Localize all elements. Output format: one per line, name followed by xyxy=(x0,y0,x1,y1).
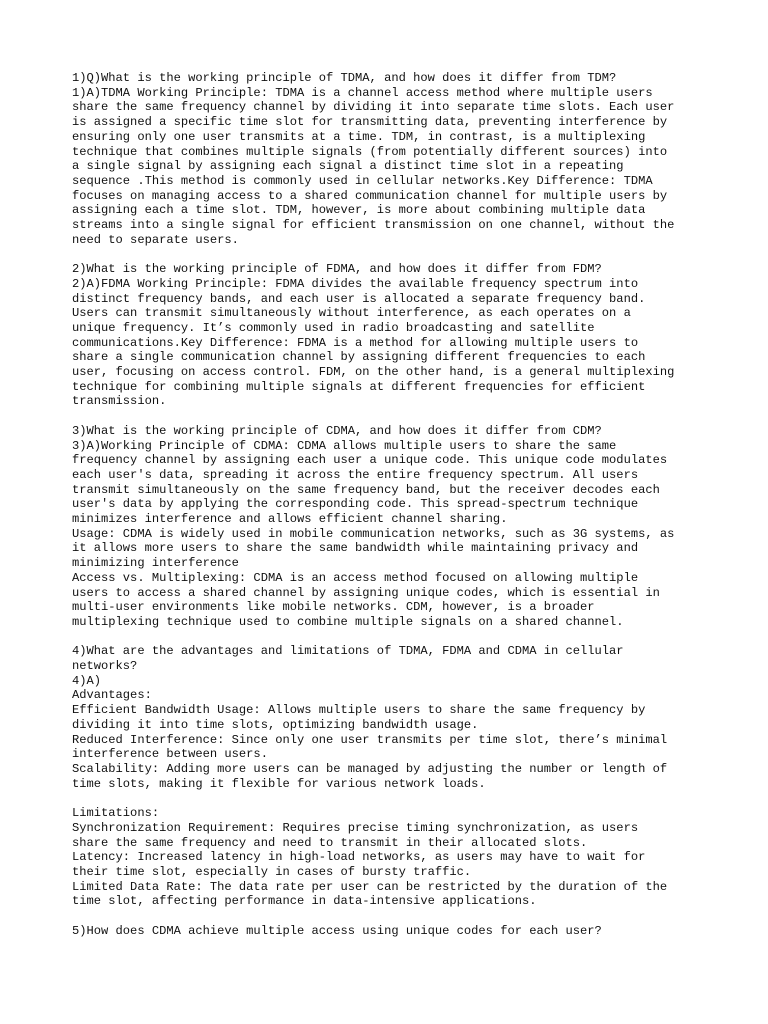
text-line: Users can transmit simultaneously without interference, as each operates on a xyxy=(72,306,631,321)
text-line: is assigned a specific time slot for transmitting data, preventing interference by xyxy=(72,115,668,130)
text-line: 3)A)Working Principle of CDMA: CDMA allows multiple users to share the same xyxy=(72,438,617,453)
text-line: sequence .This method is commonly used in cellular networks.Key Difference: TDMA xyxy=(72,173,653,188)
text-line: a single signal by assigning each signal a distinct time slot in a repeating xyxy=(72,159,624,174)
document-page xyxy=(72,71,722,938)
paragraph xyxy=(72,424,722,630)
text-line: frequency channel by assigning each user a unique code. This unique code modulates xyxy=(72,453,668,468)
text-line: Synchronization Requirement: Requires precise timing synchronization, as users xyxy=(72,820,639,835)
text-line: Advantages: xyxy=(72,688,152,703)
text-line: user's data by applying the corresponding code. This spread-spectrum technique xyxy=(72,497,639,512)
text-line: user, focusing on access control. FDM, on the other hand, is a general multiplexing xyxy=(72,365,675,380)
text-line: communications.Key Difference: FDMA is a method for allowing multiple users to xyxy=(72,335,639,350)
paragraph-gap xyxy=(72,630,722,645)
text-line: share the same frequency channel by dividing it into separate time slots. Each user xyxy=(72,100,675,115)
text-line: users to access a shared channel by assigning unique codes, which is essential in xyxy=(72,585,660,600)
paragraph-gap xyxy=(72,247,722,262)
text-line: need to separate users. xyxy=(72,232,239,247)
text-line: Latency: Increased latency in high-load networks, as users may have to wait for xyxy=(72,850,646,865)
text-line: distinct frequency bands, and each user is allocated a separate frequency band. xyxy=(72,291,646,306)
text-line: 2)A)FDMA Working Principle: FDMA divides the available frequency spectrum into xyxy=(72,276,639,291)
text-line: Usage: CDMA is widely used in mobile communication networks, such as 3G systems, as xyxy=(72,526,675,541)
text-line: Efficient Bandwidth Usage: Allows multiple users to share the same frequency by xyxy=(72,703,646,718)
text-line: 1)A)TDMA Working Principle: TDMA is a channel access method where multiple users xyxy=(72,85,653,100)
paragraph xyxy=(72,806,722,909)
text-line: Reduced Interference: Since only one user transmits per time slot, there’s minimal xyxy=(72,732,668,747)
paragraph-gap xyxy=(72,791,722,806)
text-line: focuses on managing access to a shared communication channel for multiple users by xyxy=(72,188,668,203)
text-line: transmit simultaneously on the same frequency band, but the receiver decodes each xyxy=(72,482,660,497)
text-line: 5)How does CDMA achieve multiple access using unique codes for each user? xyxy=(72,923,602,938)
text-line: unique frequency. It’s commonly used in radio broadcasting and satellite xyxy=(72,320,595,335)
text-line: minimizing interference xyxy=(72,556,239,571)
text-line: technique that combines multiple signals (from potentially different sources) into xyxy=(72,144,668,159)
text-line: minimizes interference and allows efficient channel sharing. xyxy=(72,512,508,527)
text-line: networks? xyxy=(72,659,138,674)
text-line: multiplexing technique used to combine multiple signals on a shared channel. xyxy=(72,614,624,629)
text-line: 2)What is the working principle of FDMA, and how does it differ from FDM? xyxy=(72,262,602,277)
text-line: 4)A) xyxy=(72,673,102,688)
paragraph xyxy=(72,71,722,247)
text-line: transmission. xyxy=(72,394,167,409)
paragraph xyxy=(72,262,722,409)
text-line: share a single communication channel by assigning different frequencies to each xyxy=(72,350,646,365)
text-line: each user's data, spreading it across the entire frequency spectrum. All users xyxy=(72,467,639,482)
text-line: it allows more users to share the same bandwidth while maintaining privacy and xyxy=(72,541,639,556)
paragraph-gap xyxy=(72,909,722,924)
paragraph-gap xyxy=(72,409,722,424)
text-line: streams into a single signal for efficient transmission on one channel, without the xyxy=(72,218,675,233)
text-line: multi-user environments like mobile networks. CDM, however, is a broader xyxy=(72,600,595,615)
paragraph xyxy=(72,924,722,939)
text-line: dividing it into time slots, optimizing bandwidth usage. xyxy=(72,717,479,732)
text-line: time slots, making it flexible for various network loads. xyxy=(72,776,486,791)
text-line: interference between users. xyxy=(72,747,268,762)
text-line: share the same frequency and need to transmit in their allocated slots. xyxy=(72,835,588,850)
text-line: assigning each a time slot. TDM, however, is more about combining multiple data xyxy=(72,203,646,218)
text-line: Access vs. Multiplexing: CDMA is an access method focused on allowing multiple xyxy=(72,570,639,585)
text-line: 1)Q)What is the working principle of TDMA, and how does it differ from TDM? xyxy=(72,71,617,85)
paragraph xyxy=(72,644,722,791)
text-line: technique for combining multiple signals at different frequencies for efficient xyxy=(72,379,646,394)
text-line: Scalability: Adding more users can be managed by adjusting the number or length of xyxy=(72,762,668,776)
text-line: ensuring only one user transmits at a time. TDM, in contrast, is a multiplexing xyxy=(72,129,646,144)
text-line: Limitations: xyxy=(72,806,160,821)
text-line: their time slot, especially in cases of bursty traffic. xyxy=(72,864,472,879)
text-line: time slot, affecting performance in data-intensive applications. xyxy=(72,894,537,909)
text-line: 4)What are the advantages and limitations of TDMA, FDMA and CDMA in cellular xyxy=(72,644,624,659)
text-line: 3)What is the working principle of CDMA, and how does it differ from CDM? xyxy=(72,423,602,438)
text-line: Limited Data Rate: The data rate per user can be restricted by the duration of the xyxy=(72,879,668,894)
